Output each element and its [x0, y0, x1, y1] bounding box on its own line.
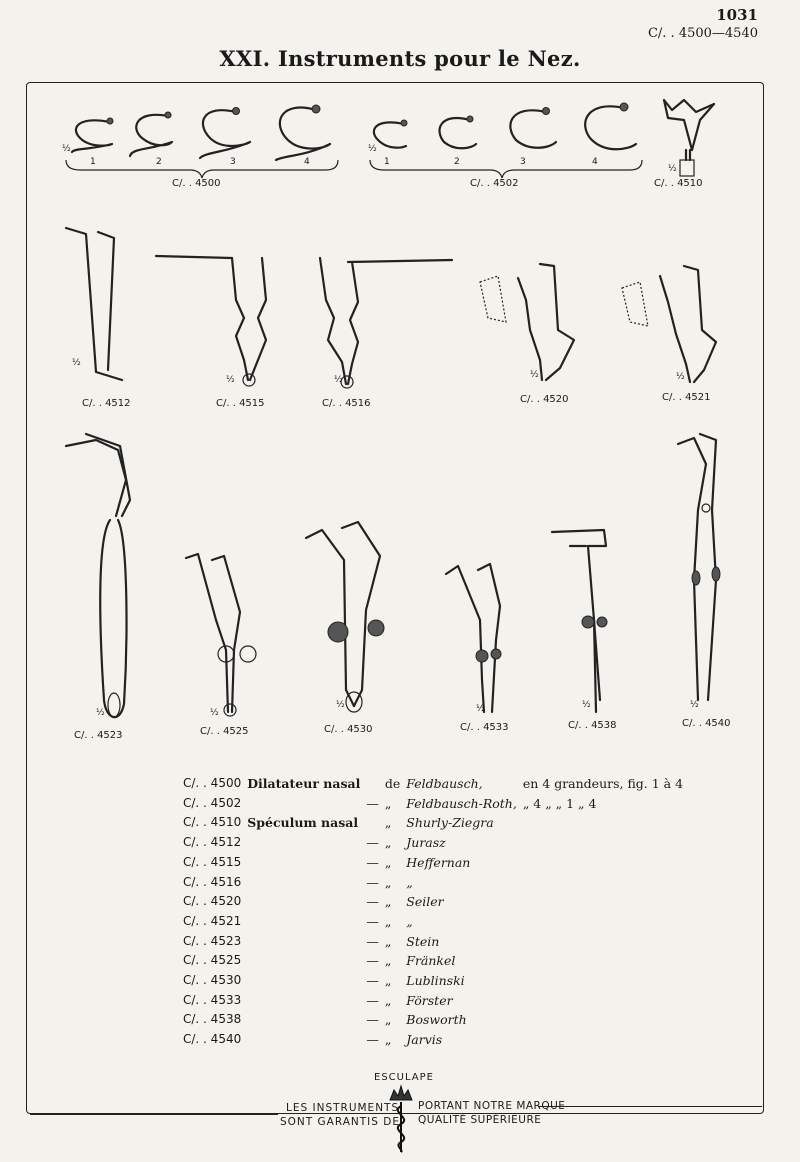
- figure-label-4538: C/. . 4538: [568, 720, 617, 731]
- speculum-4515-illustration: [156, 256, 266, 386]
- size-label-4502-4: 4: [592, 157, 598, 167]
- catalog-code: C/. . 4525: [183, 953, 242, 968]
- catalog-dash: [363, 813, 382, 833]
- catalog-row: [180, 951, 686, 971]
- catalog-code: C/. . 4500: [183, 776, 242, 790]
- catalog-prefix: „: [384, 874, 392, 890]
- catalog-name: [244, 794, 363, 814]
- catalog-note: [520, 912, 686, 932]
- size-label-4500-1: 1: [90, 157, 96, 167]
- figure-label-4525: C/. . 4525: [200, 726, 249, 737]
- size-label-4500-3: 3: [230, 157, 236, 167]
- catalog-dash: —: [366, 992, 379, 1008]
- catalog-prefix: „: [384, 953, 392, 969]
- catalog-name: [244, 833, 363, 853]
- catalog-name: Spéculum nasal: [247, 815, 359, 831]
- catalog-row: [180, 991, 686, 1011]
- catalog-prefix: „: [384, 992, 392, 1008]
- catalog-row: [180, 892, 686, 912]
- catalog-code: C/. . 4521: [183, 913, 242, 928]
- figure-label-4523: C/. . 4523: [74, 730, 123, 741]
- catalog-code: C/. . 4538: [183, 1012, 242, 1027]
- catalog-author: Förster: [406, 992, 453, 1008]
- catalog-prefix: „: [384, 973, 392, 989]
- page-number: 1031: [716, 6, 758, 24]
- catalog-note: [520, 813, 686, 833]
- catalog-code: C/. . 4520: [183, 894, 242, 909]
- catalog-author: „: [406, 913, 413, 929]
- size-label-4502-3: 3: [520, 157, 526, 167]
- catalog-dash: —: [366, 913, 379, 929]
- catalog-code: C/. . 4530: [183, 973, 242, 988]
- figure-label-4530: C/. . 4530: [324, 724, 373, 735]
- catalog-prefix: „: [384, 854, 392, 870]
- catalog-name: [244, 892, 363, 912]
- catalog-row: [180, 1010, 686, 1030]
- catalog-row: [180, 932, 686, 952]
- catalog-author: Lublinski: [406, 973, 465, 989]
- catalog-row: [180, 971, 686, 991]
- catalog-name: [244, 951, 363, 971]
- catalog-row: [180, 1030, 686, 1050]
- catalog-row: [180, 873, 686, 893]
- speculum-4521-illustration: [622, 266, 716, 382]
- catalog-name: [244, 991, 363, 1011]
- catalog-note: [520, 1030, 686, 1050]
- catalog-dash: —: [366, 953, 379, 969]
- catalog-row: [180, 912, 686, 932]
- catalog-dash: —: [366, 854, 379, 870]
- catalog-author: Fränkel: [406, 953, 456, 969]
- scale-mark-4520: ½: [530, 370, 539, 380]
- catalog-name: [244, 971, 363, 991]
- catalog-note: [520, 932, 686, 952]
- catalog-note: „ 4 „ „ 1 „ 4: [522, 795, 597, 811]
- footer-right-line2: QUALITÉ SUPÉRIEURE: [418, 1114, 542, 1126]
- catalog-dash: —: [366, 1012, 379, 1028]
- scale-mark-4540: ½: [690, 700, 699, 710]
- figure-label-4502: C/. . 4502: [470, 178, 519, 189]
- footer-left-line2: SONT GARANTIS DE: [280, 1116, 400, 1128]
- footer-right-line1: PORTANT NOTRE MARQUE: [418, 1100, 566, 1112]
- scale-mark-4523: ½: [96, 708, 105, 718]
- page-title: XXI. Instruments pour le Nez.: [219, 46, 581, 71]
- scale-mark-4530: ½: [336, 700, 345, 710]
- figure-label-4520: C/. . 4520: [520, 394, 569, 405]
- figure-label-4516: C/. . 4516: [322, 398, 371, 409]
- catalog-author: Stein: [406, 933, 440, 949]
- catalog-note: [520, 833, 686, 853]
- catalog-prefix: „: [384, 835, 392, 851]
- catalog-prefix: „: [384, 933, 392, 949]
- catalog-name: [244, 1010, 363, 1030]
- size-label-4500-2: 2: [156, 157, 162, 167]
- catalog-name: [244, 932, 363, 952]
- dilator-4500-illustration: [66, 105, 338, 178]
- catalog-author: Shurly-Ziegra: [406, 815, 494, 831]
- size-label-4502-1: 1: [384, 157, 390, 167]
- speculum-4533-illustration: [446, 564, 501, 712]
- figure-label-4521: C/. . 4521: [662, 392, 711, 403]
- scale-mark-4521: ½: [676, 372, 685, 382]
- figure-label-4510: C/. . 4510: [654, 178, 703, 189]
- scale-mark-4525: ½: [210, 708, 219, 718]
- catalog-dash: —: [366, 894, 379, 910]
- catalog-row: [180, 833, 686, 853]
- speculum-4520-illustration: [480, 264, 574, 380]
- footer-left-line1: LES INSTRUMENTS: [286, 1102, 400, 1114]
- brand-name: ESCULAPE: [374, 1072, 434, 1083]
- catalog-note: [520, 853, 686, 873]
- catalog-note: [520, 991, 686, 1011]
- catalog-author: Heffernan: [406, 854, 471, 870]
- figure-label-4515: C/. . 4515: [216, 398, 265, 409]
- catalog-code: C/. . 4510: [183, 815, 242, 830]
- catalog-note: en 4 grandeurs, fig. 1 à 4: [522, 776, 684, 791]
- catalog-table: [180, 774, 686, 1050]
- catalog-note: [520, 1010, 686, 1030]
- catalog-prefix: „: [384, 894, 392, 910]
- scale-mark-4533: ½: [476, 704, 485, 714]
- catalog-dash: —: [366, 933, 379, 949]
- catalog-note: [520, 971, 686, 991]
- speculum-4525-illustration: [186, 554, 256, 716]
- catalog-prefix: „: [384, 1012, 392, 1028]
- catalog-author: „: [406, 874, 413, 890]
- catalog-note: [520, 873, 686, 893]
- size-label-4502-2: 2: [454, 157, 460, 167]
- catalog-dash: —: [366, 835, 379, 851]
- scale-mark-4516: ½: [334, 375, 343, 385]
- catalog-code: C/. . 4512: [183, 835, 242, 850]
- scale-mark-4538: ½: [582, 700, 591, 710]
- scale-mark-4512: ½: [72, 358, 81, 368]
- speculum-4516-illustration: [320, 258, 452, 388]
- scale-mark-4515: ½: [226, 375, 235, 385]
- speculum-4540-illustration: [678, 434, 720, 700]
- catalog-author: Bosworth: [406, 1012, 467, 1028]
- figure-label-4500: C/. . 4500: [172, 178, 221, 189]
- catalog-code: C/. . 4516: [183, 874, 242, 889]
- catalog-prefix: „: [384, 815, 392, 831]
- catalog-name: Dilatateur nasal: [247, 776, 361, 791]
- footer-rule-right: [538, 1106, 762, 1107]
- catalog-name: [244, 1030, 363, 1050]
- catalog-note: [520, 892, 686, 912]
- catalog-code: C/. . 4515: [183, 854, 242, 869]
- size-label-4500-4: 4: [304, 157, 310, 167]
- catalog-code: C/. . 4502: [183, 795, 242, 810]
- speculum-4538-illustration: [552, 530, 607, 712]
- catalog-author: Seiler: [406, 894, 444, 910]
- catalog-code: C/. . 4533: [183, 992, 242, 1007]
- catalog-author: Jurasz: [406, 835, 446, 851]
- crowned-serpent-staff-icon: [386, 1084, 416, 1154]
- dilator-4502-illustration: [370, 103, 642, 178]
- catalog-prefix: „: [384, 1032, 392, 1048]
- scale-mark-4502: ½: [368, 144, 377, 154]
- scale-mark-4510: ½: [668, 164, 677, 174]
- figure-label-4540: C/. . 4540: [682, 718, 731, 729]
- catalog-range: C/. . 4500—4540: [647, 26, 758, 41]
- catalog-row: [180, 813, 686, 833]
- catalog-prefix: „: [384, 913, 392, 929]
- catalog-row: [180, 774, 686, 794]
- catalog-author: Feldbausch-Roth,: [406, 795, 517, 811]
- catalog-dash: —: [366, 795, 379, 811]
- figure-label-4533: C/. . 4533: [460, 722, 509, 733]
- catalog-dash: —: [366, 973, 379, 989]
- catalog-code: C/. . 4523: [183, 933, 242, 948]
- catalog-author: Jarvis: [406, 1032, 443, 1048]
- catalog-row: [180, 853, 686, 873]
- scale-mark-4500: ½: [62, 144, 71, 154]
- catalog-note: [520, 951, 686, 971]
- catalog-prefix: „: [384, 795, 392, 811]
- footer-rule-left: [30, 1114, 278, 1115]
- catalog-author: Feldbausch,: [406, 776, 483, 791]
- catalog-name: [244, 853, 363, 873]
- speculum-4523-illustration: [66, 434, 130, 717]
- catalog-dash: [363, 774, 382, 794]
- catalog-name: [244, 873, 363, 893]
- catalog-row: [180, 794, 686, 814]
- footer-guarantee: [0, 1070, 800, 1160]
- catalog-name: [244, 912, 363, 932]
- figure-label-4512: C/. . 4512: [82, 398, 131, 409]
- catalog-dash: —: [366, 1032, 379, 1048]
- catalog-dash: —: [366, 874, 379, 890]
- catalog-code: C/. . 4540: [183, 1032, 242, 1047]
- catalog-prefix: de: [384, 776, 401, 791]
- speculum-4530-illustration: [306, 522, 384, 712]
